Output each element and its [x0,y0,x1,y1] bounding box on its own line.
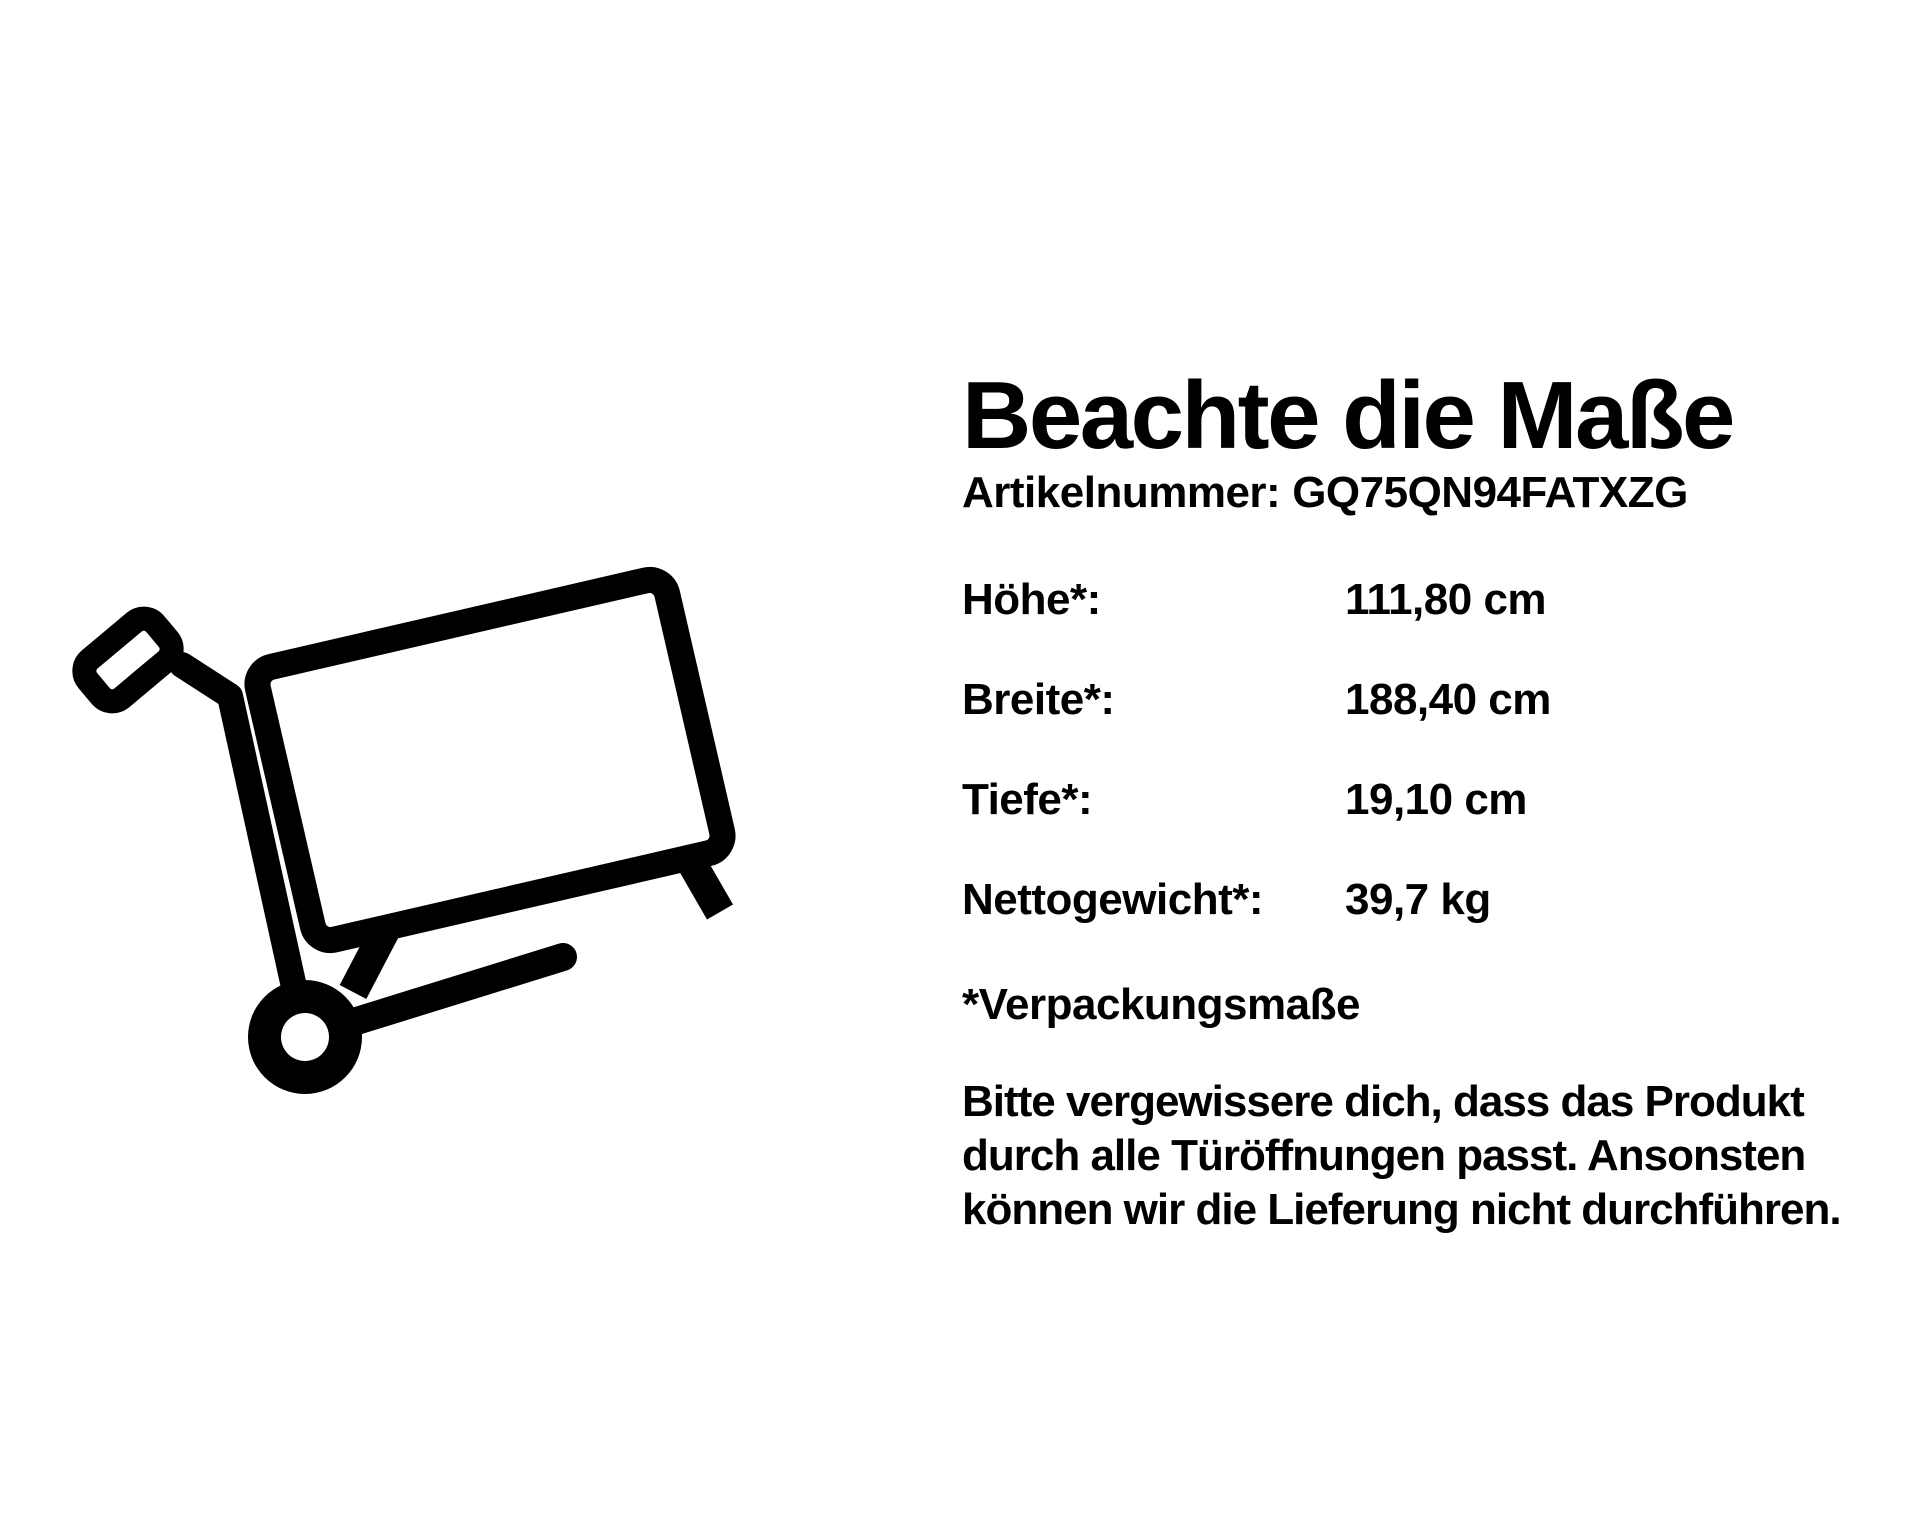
packaging-footnote: *Verpackungsmaße [962,980,1360,1029]
tv-frame [254,576,726,943]
delivery-notice-line: Bitte vergewissere dich, dass das Produkt [962,1077,1804,1126]
page-title: Beachte die Maße [962,362,1733,470]
spec-value-breite: 188,40 cm [1345,675,1551,724]
spec-label-hoehe: Höhe*: [962,575,1101,624]
table-row [962,674,1551,726]
article-number-label: Artikelnummer: [962,468,1281,517]
spec-value-nettogewicht: 39,7 kg [1345,875,1491,924]
article-number-value: GQ75QN94FATXZG [1292,468,1688,517]
tv-leg-right [690,860,720,912]
dimension-table [962,574,1551,926]
delivery-notice-line: können wir die Lieferung nicht durchführen. [962,1185,1841,1234]
spec-label-tiefe: Tiefe*: [962,775,1093,824]
spec-label-nettogewicht: Nettogewicht*: [962,875,1263,924]
table-row [962,774,1551,826]
table-row [962,574,1551,626]
dolly-handle [78,613,178,708]
table-row [962,874,1551,926]
hand-truck-tv-icon [40,420,760,1120]
article-number-line [962,467,1688,519]
spec-label-breite: Breite*: [962,675,1115,724]
spec-value-tiefe: 19,10 cm [1345,775,1527,824]
dolly-wheel-hub [281,1013,329,1061]
delivery-notice [962,1075,1841,1237]
spec-value-hoehe: 111,80 cm [1345,575,1547,624]
delivery-notice-line: durch alle Türöffnungen passt. Ansonsten [962,1131,1806,1180]
